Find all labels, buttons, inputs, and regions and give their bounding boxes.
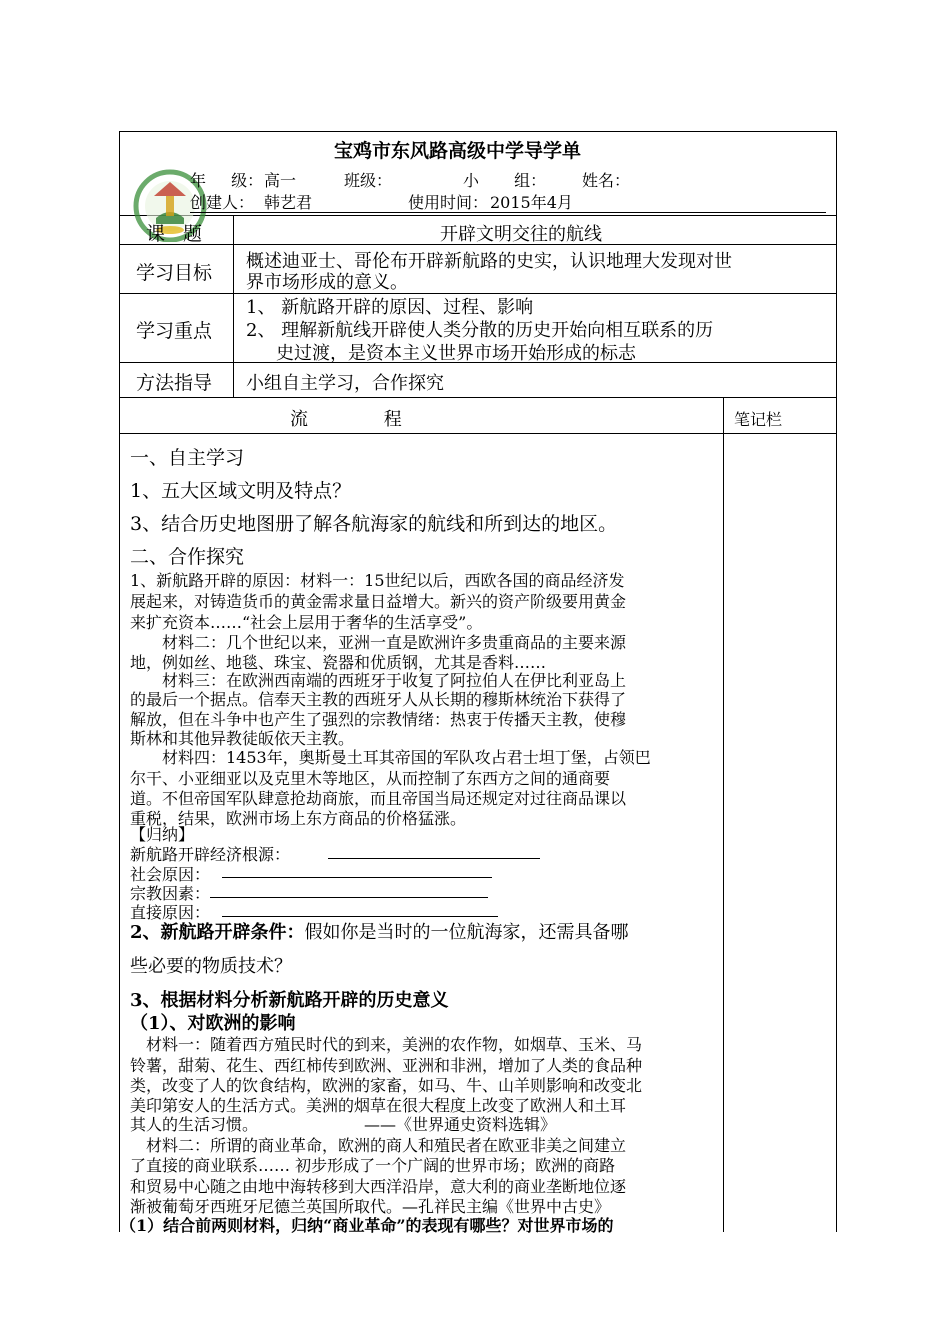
question-1: 1、五大区域文明及特点？ <box>130 480 352 502</box>
material-4-line-4: 重税，结果，欧洲市场上东方商品的价格猛涨。 <box>130 809 467 828</box>
material-1-line-1: 1、新航路开辟的原因：材料一：15世纪以后，西欧各国的商品经济发 <box>130 571 625 590</box>
effect-2-line-2: 了直接的商业联系…… 初步形成了一个广阔的世界市场；欧洲的商路 <box>130 1156 616 1175</box>
method-value: 小组自主学习，合作探究 <box>246 373 444 394</box>
key-point-1: 1、 新航路开辟的原因、过程、影响 <box>246 297 534 318</box>
material-4-line-2: 尔干、小亚细亚以及克里木等地区，从而控制了东西方之间的通商要 <box>130 769 611 788</box>
question-3: 3、结合历史地图册了解各航海家的航线和所到达的地区。 <box>130 513 618 535</box>
table-border-top <box>119 131 837 132</box>
material-3-line-1: 材料三：在欧洲西南端的西班牙于收复了阿拉伯人在伊比利亚岛上 <box>162 671 627 690</box>
header-underline <box>190 212 826 213</box>
blank-social-cause[interactable] <box>222 877 492 878</box>
table-border-left <box>119 131 120 1232</box>
material-4-line-3: 道。不但帝国军队肆意抢劫商旅，而且帝国当局还规定对过往商品课以 <box>130 789 627 808</box>
page-title: 宝鸡市东风路高级中学导学单 <box>334 140 582 162</box>
condition-heading: 2、新航路开辟条件： <box>130 922 305 943</box>
condition-text: 假如你是当时的一位航海家，还需具备哪 <box>304 922 629 943</box>
key-point-2b: 史过渡，是资本主义世界市场开始形成的标志 <box>276 343 636 364</box>
goal-line-2: 界市场形成的意义。 <box>246 272 408 293</box>
goal-line-1: 概述迪亚士、哥伦布开辟新航路的史实，认识地理大发现对世 <box>246 251 732 272</box>
material-3-line-3: 解放，但在斗争中也产生了强烈的宗教情绪：热衷于传播天主教，使穆 <box>130 710 627 729</box>
condition-text-2: 些必要的物质技术？ <box>130 956 292 977</box>
effect-1-line-4: 美印第安人的生活方式。美洲的烟草在很大程度上改变了欧洲人和土耳 <box>130 1096 627 1115</box>
creator-value: 韩艺君 <box>264 193 313 212</box>
fill-religious-factor: 宗教因素： <box>130 884 211 903</box>
section-cooperation: 二、合作探究 <box>130 546 245 568</box>
method-row-bottom <box>119 397 837 398</box>
process-label: 流 程 <box>290 409 402 430</box>
group-label: 小 组： <box>463 171 547 190</box>
grade-value: 高一 <box>264 171 297 190</box>
effect-1-line-2: 铃薯，甜菊、花生、西红柿传到欧洲、亚洲和非洲，增加了人类的食品种 <box>130 1056 643 1075</box>
material-4-line-1: 材料四：1453年，奥斯曼土耳其帝国的军队攻占君士坦丁堡，占领巴 <box>162 748 651 767</box>
blank-religious-factor[interactable] <box>210 897 488 898</box>
header-row-bottom <box>119 215 837 216</box>
label-column-divider <box>233 215 234 397</box>
europe-impact-heading: （1）、对欧洲的影响 <box>130 1013 296 1034</box>
time-label: 使用时间： <box>408 193 489 212</box>
effect-1-line-5: 其人的生活习惯。 <box>130 1115 259 1134</box>
effect-2-line-1: 材料二：所谓的商业革命，欧洲的商人和殖民者在欧亚非美之间建立 <box>146 1136 627 1155</box>
fill-economic-root: 新航路开辟经济根源： <box>130 845 291 864</box>
key-label: 学习重点 <box>136 320 213 342</box>
topic-value: 开辟文明交往的航线 <box>440 224 602 245</box>
time-value: 2015年4月 <box>490 193 573 212</box>
process-row-bottom <box>119 433 837 434</box>
creator-label: 创建人： <box>190 193 255 212</box>
blank-economic-root[interactable] <box>328 858 540 859</box>
effect-2-line-4: 渐被葡萄牙西班牙尼德兰英国所取代。—孔祥民主编《世界中古史》 <box>130 1197 611 1216</box>
effect-1-line-1: 材料一：随着西方殖民时代的到来，美洲的农作物，如烟草、玉米、马 <box>146 1035 643 1054</box>
notes-column-divider <box>723 397 724 1232</box>
condition-question <box>130 918 629 944</box>
method-label: 方法指导 <box>136 372 213 394</box>
fill-social-cause: 社会原因： <box>130 865 211 884</box>
material-1-line-2: 展起来，对铸造货币的黄金需求量日益增大。新兴的资产阶级要用黄金 <box>130 592 627 611</box>
material-2-line-2: 地，例如丝、地毯、珠宝、瓷器和优质钢，尤其是香料…… <box>130 653 547 672</box>
name-label: 姓名： <box>582 171 631 190</box>
section-self-study: 一、自主学习 <box>130 447 245 469</box>
effect-2-line-3: 和贸易中心随之由地中海转移到大西洋沿岸，意大利的商业垄断地位逐 <box>130 1177 627 1196</box>
blank-direct-cause[interactable] <box>222 916 498 917</box>
final-question: （1）结合前两则材料，归纳“商业革命”的表现有哪些？对世界市场的 <box>120 1216 614 1235</box>
table-border-right <box>836 131 837 1232</box>
notes-label: 笔记栏 <box>734 410 783 429</box>
significance-heading: 3、根据材料分析新航路开辟的历史意义 <box>130 990 449 1011</box>
key-point-2a: 2、 理解新航线开辟使人类分散的历史开始向相互联系的历 <box>246 320 714 341</box>
summary-heading: 【归纳】 <box>130 825 195 844</box>
material-3-line-2: 的最后一个据点。信奉天主教的西班牙人从长期的穆斯林统治下获得了 <box>130 690 627 709</box>
class-label: 班级： <box>344 171 393 190</box>
fill-direct-cause: 直接原因： <box>130 903 211 922</box>
material-2-line-1: 材料二：几个世纪以来，亚洲一直是欧洲许多贵重商品的主要来源 <box>162 633 627 652</box>
goal-label: 学习目标 <box>136 262 213 284</box>
effect-1-line-3: 类，改变了人的饮食结构，欧洲的家畜，如马、牛、山羊则影响和改变北 <box>130 1076 643 1095</box>
material-3-line-4: 斯林和其他异教徒皈依天主教。 <box>130 729 355 748</box>
grade-label: 年 级： <box>190 171 264 190</box>
effect-1-source: ——《世界通史资料选辑》 <box>364 1115 557 1134</box>
topic-label: 课 题 <box>146 223 203 245</box>
material-1-line-3: 来扩充资本……“社会上层用于奢华的生活享受”。 <box>130 613 483 632</box>
